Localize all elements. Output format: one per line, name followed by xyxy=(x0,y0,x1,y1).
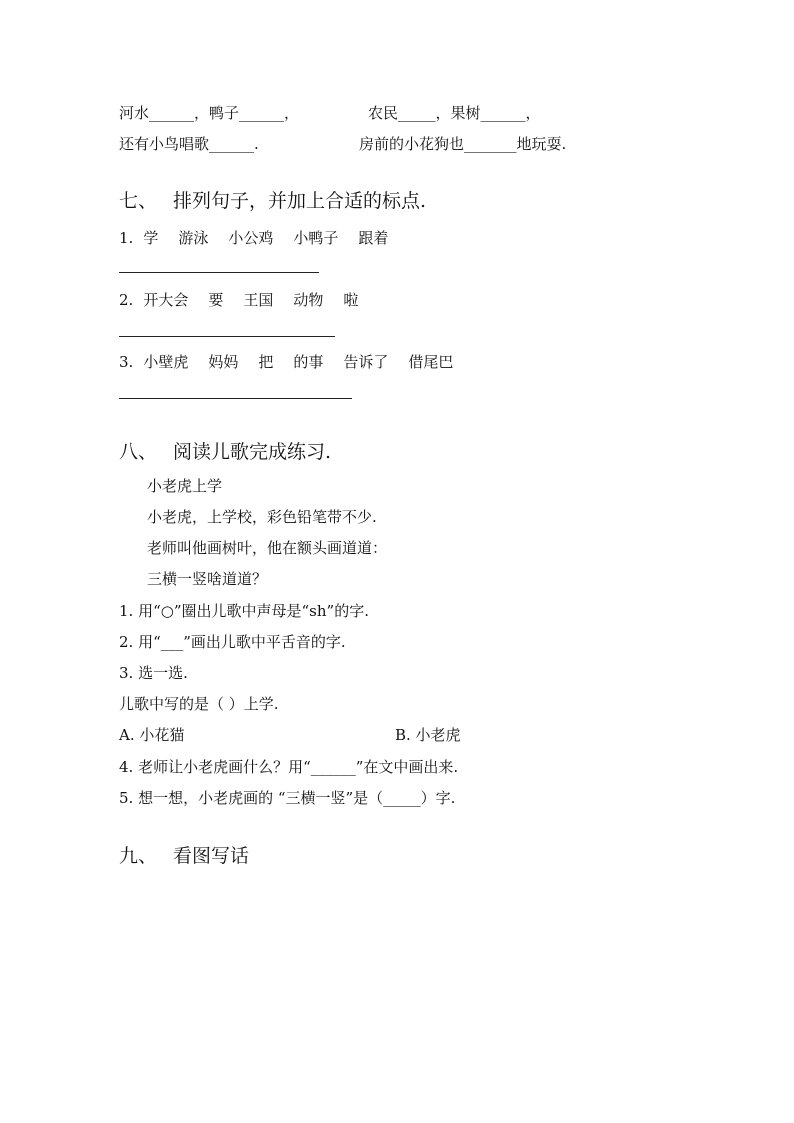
item-2-word: 王国 xyxy=(243,291,274,309)
section-8-number: 八、 xyxy=(119,441,158,463)
section-7-item-2 xyxy=(119,290,358,310)
item-2-word: 动物 xyxy=(293,291,324,309)
item-2-word: 啦 xyxy=(343,291,359,309)
item-3-word: 把 xyxy=(258,353,274,371)
item-3-word: 小壁虎 xyxy=(143,353,189,371)
poem-fill-row2-left: 还有小鸟唱歌______. xyxy=(119,135,259,153)
item-2-answer-line[interactable] xyxy=(119,336,335,337)
section-8-title: 阅读儿歌完成练习. xyxy=(173,441,332,463)
item-1-answer-line[interactable] xyxy=(119,272,319,273)
item-3-answer-line[interactable] xyxy=(119,398,352,399)
poem-title: 小老虎上学 xyxy=(147,477,223,495)
item-1-word: 游泳 xyxy=(178,229,209,247)
poem-line: 老师叫他画树叶，他在额头画道道： xyxy=(147,539,388,557)
item-3-word: 借尾巴 xyxy=(408,353,454,371)
option-a[interactable]: A. 小花猫 xyxy=(119,726,185,744)
section-7-title: 排列句子，并加上合适的标点. xyxy=(173,190,427,212)
poem-line: 三横一竖啥道道？ xyxy=(147,570,268,588)
section-9-number: 九、 xyxy=(119,845,158,867)
item-3-word: 告诉了 xyxy=(343,353,389,371)
question-3-stem: 儿歌中写的是（ ）上学. xyxy=(119,695,279,713)
item-1-word: 学 xyxy=(143,229,159,247)
section-7-item-1 xyxy=(119,228,388,248)
question-3: 3. 选一选. xyxy=(119,664,188,682)
poem-fill-row1-right: 农民_____，果树______， xyxy=(368,104,541,122)
item-2-word: 开大会 xyxy=(143,291,189,309)
section-9-title: 看图写话 xyxy=(173,845,250,867)
item-1-prefix: 1. xyxy=(119,229,134,247)
item-2-word: 要 xyxy=(208,291,224,309)
item-1-word: 小公鸡 xyxy=(228,229,274,247)
option-b[interactable]: B. 小老虎 xyxy=(395,726,461,744)
item-3-word: 妈妈 xyxy=(208,353,239,371)
poem-fill-row2-right: 房前的小花狗也_______地玩耍. xyxy=(359,135,567,153)
item-3-word: 的事 xyxy=(293,353,324,371)
item-2-prefix: 2. xyxy=(119,291,134,309)
section-7-item-3 xyxy=(119,352,453,372)
item-1-word: 跟着 xyxy=(358,229,389,247)
section-8-heading xyxy=(119,440,331,464)
section-7-heading xyxy=(119,189,426,213)
item-1-word: 小鸭子 xyxy=(293,229,339,247)
question-5: 5. 想一想，小老虎画的 “三横一竖”是（_____）字. xyxy=(119,789,456,807)
question-4: 4. 老师让小老虎画什么？用“______”在文中画出来. xyxy=(119,758,459,776)
item-3-prefix: 3. xyxy=(119,353,134,371)
section-9-heading xyxy=(119,844,249,868)
question-2: 2. 用“___”画出儿歌中平舌音的字. xyxy=(119,633,346,651)
poem-line: 小老虎，上学校，彩色铅笔带不少. xyxy=(147,508,377,526)
poem-fill-row1-left: 河水______，鸭子______， xyxy=(119,104,300,122)
section-7-number: 七、 xyxy=(119,190,158,212)
question-1: 1. 用“○”圈出儿歌中声母是“sh”的字. xyxy=(119,602,369,620)
